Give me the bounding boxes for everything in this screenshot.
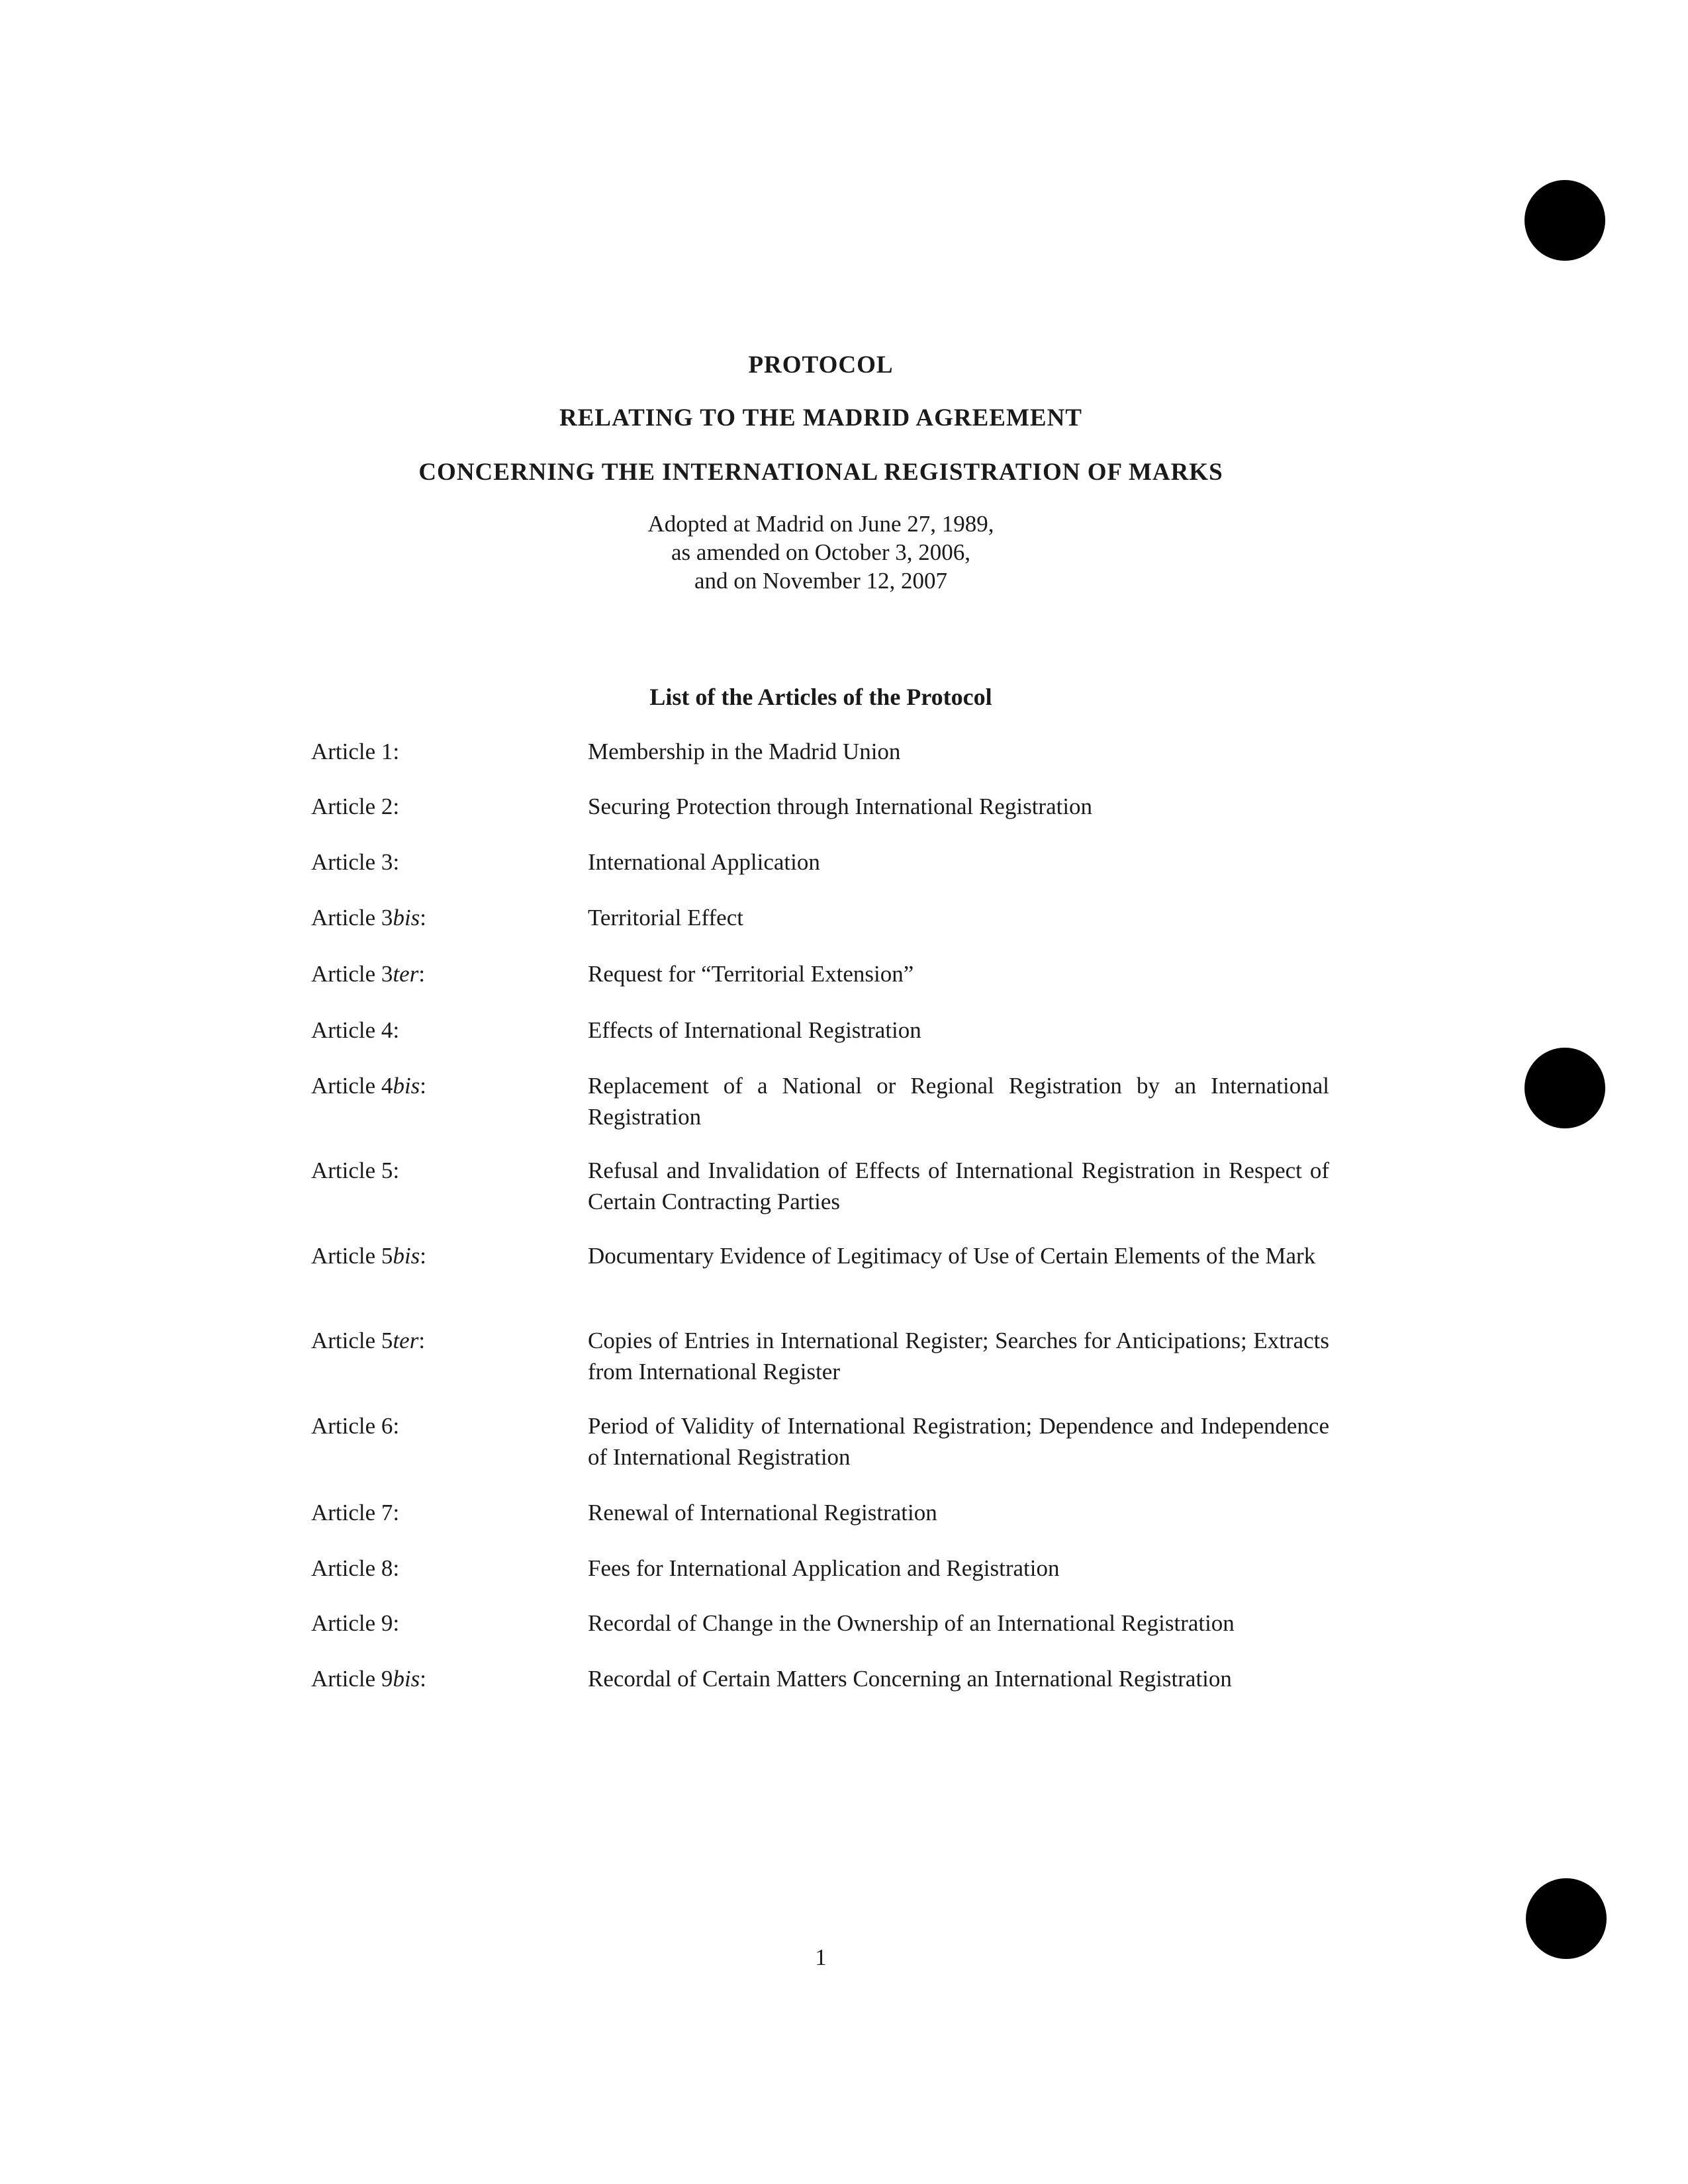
document-title: PROTOCOL [748,351,894,379]
punch-hole-top [1524,180,1605,261]
article-title: Recordal of Change in the Ownership of an International Registration [588,1610,1235,1636]
article-title: Recordal of Certain Matters Concerning an International Registration [588,1666,1232,1692]
article-number: Article 6: [311,1413,400,1439]
article-title: Fees for International Application and Registration [588,1555,1060,1581]
adoption-line-3: and on November 12, 2007 [694,568,947,594]
adoption-info [0,510,1642,595]
article-title: Renewal of International Registration [588,1500,937,1525]
article-title: Territorial Effect [588,905,743,931]
article-title: Membership in the Madrid Union [588,739,901,764]
article-number: Article 2: [311,794,400,819]
article-title: Effects of International Registration [588,1017,921,1043]
article-number: Article 9bis: [311,1666,427,1692]
article-number: Article 4: [311,1017,400,1043]
adoption-line-1: Adopted at Madrid on June 27, 1989, [647,511,994,537]
punch-hole-middle [1524,1048,1605,1128]
article-number: Article 5: [311,1158,400,1183]
article-title: Replacement of a National or Regional Registration by an International Registration [588,1073,1329,1130]
article-number: Article 1: [311,739,400,764]
document-subtitle: RELATING TO THE MADRID AGREEMENT [559,404,1082,432]
article-number: Article 9: [311,1610,400,1636]
article-title: Securing Protection through International Registration [588,794,1093,819]
article-number: Article 7: [311,1500,400,1525]
article-title: Refusal and Invalidation of Effects of International Registration in Respect of Certain Contracting Parties [588,1158,1329,1214]
article-number: Article 3: [311,849,400,875]
article-number: Article 5ter: [311,1328,426,1353]
article-title: Copies of Entries in International Register; Searches for Anticipations; Extracts from International Register [588,1328,1329,1385]
page-number: 1 [815,1944,827,1970]
article-number: Article 8: [311,1555,400,1581]
articles-list-title: List of the Articles of the Protocol [649,684,992,710]
article-number: Article 3bis: [311,905,427,931]
article-title: Request for “Territorial Extension” [588,961,914,987]
article-title: Documentary Evidence of Legitimacy of Use of Certain Elements of the Mark [588,1243,1316,1269]
article-title: International Application [588,849,820,875]
article-number: Article 4bis: [311,1073,427,1099]
adoption-line-2: as amended on October 3, 2006, [671,539,970,565]
article-number: Article 5bis: [311,1243,427,1269]
document-subtitle-2: CONCERNING THE INTERNATIONAL REGISTRATION OF MARKS [418,459,1223,486]
article-title: Period of Validity of International Registration; Dependence and Independence of International Registration [588,1413,1329,1470]
article-number: Article 3ter: [311,961,426,987]
